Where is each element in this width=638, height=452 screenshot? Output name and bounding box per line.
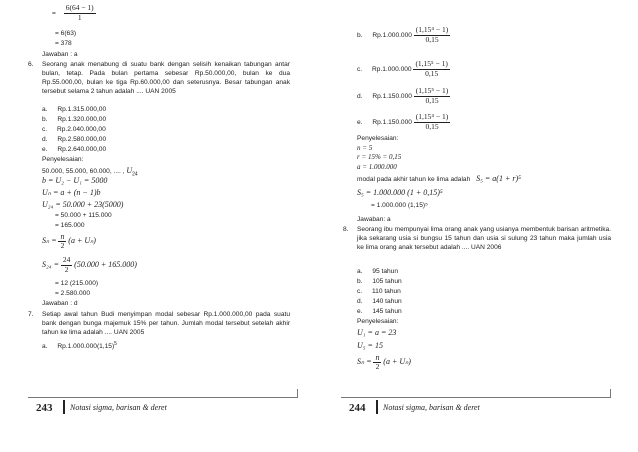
sequence-term: U <box>126 166 133 175</box>
option-key: e. <box>42 146 48 153</box>
answer-line: Jawaban: a <box>357 216 391 223</box>
option <box>357 26 450 44</box>
fraction-denominator: 0,15 <box>425 121 439 131</box>
question-text: Seorang ibu mempunyai lima orang anak yang usianya membentuk barisan aritmetika. jika sekarang usia si bungsu 15 tahun dan usia si sulung 23 tahun maka jumlah usia ke lima orang anak tersebut adalah .... UAN 2006 <box>357 226 611 251</box>
fraction-denominator: 2 <box>375 362 380 372</box>
formula-line: U₂₄ = 50.000 + 23(5000) <box>42 200 124 209</box>
formula-line: S₅ = 1.000.000 (1 + 0,15)⁵ <box>357 188 443 197</box>
option <box>357 278 402 287</box>
option-text: 145 tahun <box>372 308 402 315</box>
option-key: e. <box>357 118 363 126</box>
footer-rule-tick <box>297 389 298 398</box>
given-value: r = 15% = 0,15 <box>357 153 402 161</box>
step-line: = 378 <box>55 40 72 47</box>
option-key: d. <box>357 92 363 100</box>
option-text: Rp.1.315.000,00 <box>57 106 107 113</box>
option-key: a. <box>42 343 48 351</box>
option-key: a. <box>357 268 363 275</box>
page-number: 243 <box>36 402 53 414</box>
footer-rule <box>341 397 611 398</box>
fraction <box>373 353 381 372</box>
solution-label: Penyelesaian: <box>42 156 84 163</box>
option-key: a. <box>42 106 48 113</box>
option-key: e. <box>357 308 363 315</box>
fraction <box>413 60 449 78</box>
option <box>357 60 450 78</box>
option-key: b. <box>357 31 363 39</box>
fraction-numerator: n <box>60 232 65 241</box>
solution-label: Penyelesaian: <box>357 318 399 325</box>
option <box>42 341 117 352</box>
fraction <box>64 4 96 22</box>
step-line: = 1.000.000 (1,15)⁵ <box>371 202 428 209</box>
right-page <box>319 0 638 452</box>
formula-sum <box>42 256 137 274</box>
option-text: Rp.1.150.000 <box>372 118 412 126</box>
option-text: Rp.1.000.000(1,15) <box>57 343 115 351</box>
answer-line: Jawaban : d <box>42 300 78 307</box>
step-line: = 2.580.000 <box>55 290 91 297</box>
option <box>42 106 106 115</box>
formula-sum <box>42 232 96 251</box>
modal-formula: S₅ = a(1 + r)⁵ <box>476 174 521 183</box>
option <box>42 116 106 125</box>
fraction-denominator: 0,15 <box>425 68 439 78</box>
fraction-denominator: 2 <box>64 264 69 274</box>
step-line: = 165.000 <box>55 222 85 229</box>
option <box>42 126 106 135</box>
option-key: b. <box>42 116 48 123</box>
formula-top <box>52 4 96 22</box>
option-text: Rp.1.150.000 <box>372 92 412 100</box>
footer-rule <box>28 397 298 398</box>
fraction-denominator: 2 <box>60 241 65 251</box>
fraction-numerator: n <box>375 353 380 362</box>
step-line: = 6(63) <box>55 30 77 37</box>
fraction-denominator: 0,15 <box>425 95 439 105</box>
option-key: c. <box>42 126 48 133</box>
option-text: 105 tahun <box>372 278 402 285</box>
option-text: Rp.1.000.000 <box>372 31 412 39</box>
fraction-denominator: 0,15 <box>425 34 439 44</box>
formula-rhs: (a + Uₙ) <box>68 236 96 246</box>
fraction-numerator: 6(64 − 1) <box>65 3 94 12</box>
fraction <box>414 26 450 44</box>
solution-label: Penyelesaian: <box>357 135 399 142</box>
formula-line: b = U₂ − U₁ = 5000 <box>42 176 108 185</box>
option-text: 140 tahun <box>372 298 402 305</box>
option-key: c. <box>357 65 363 73</box>
option-key: c. <box>357 288 363 295</box>
option-text: Rp.2.640.000,00 <box>57 146 107 153</box>
fraction <box>61 256 73 274</box>
fraction-numerator: (1,15⁴ − 1) <box>415 112 449 121</box>
option-text: 110 tahun <box>371 288 401 295</box>
formula-lhs: Sₙ = <box>357 357 372 367</box>
question-text: Setiap awal tahun Budi menyimpan modal sebesar Rp.1.000.000,00 pada suatu bank dengan bunga majemuk 15% per tahun. Jumlah modal tersebut setelah akhir tahun ke lima adalah .... UAN 2005 <box>42 311 290 336</box>
modal-text: modal pada akhir tahun ke lima adalah <box>357 176 471 183</box>
option <box>357 268 398 277</box>
question-number: 6. <box>28 61 34 68</box>
sequence-term-index: 24 <box>132 171 138 178</box>
fraction <box>414 87 450 105</box>
option <box>357 288 401 297</box>
question-number: 7. <box>28 311 34 318</box>
option-key: d. <box>42 136 48 143</box>
option-text: Rp.1.000.000 <box>371 65 412 73</box>
modal-line <box>357 174 521 185</box>
option <box>357 113 450 131</box>
exponent: 5 <box>114 341 117 347</box>
footer-rule-tick <box>610 389 611 398</box>
step-line: = 12 (215.000) <box>55 280 99 287</box>
formula-rhs: (a + Uₙ) <box>383 357 411 367</box>
running-title: Notasi sigma, barisan & deret <box>383 403 480 412</box>
sequence-text: 50.000, 55.000, 60.000, .... , <box>42 168 125 175</box>
formula-lhs: Sₙ = <box>42 236 57 246</box>
fraction-denominator: 1 <box>77 12 82 22</box>
page-number: 244 <box>349 402 366 414</box>
step-line: = 50.000 + 115.000 <box>55 212 112 219</box>
footer-bar <box>63 400 65 414</box>
option <box>357 308 402 317</box>
option <box>42 136 106 145</box>
option-text: Rp.2.580.000,00 <box>57 136 107 143</box>
formula-sum <box>357 353 411 372</box>
fraction-numerator: (1,15⁵ − 1) <box>415 59 448 68</box>
given-value: n = 5 <box>357 144 373 152</box>
running-title: Notasi sigma, barisan & deret <box>70 403 167 412</box>
footer-bar <box>376 400 378 414</box>
fraction-numerator: (1,15⁵ − 1) <box>415 86 449 95</box>
question-text: Seorang anak menabung di suatu bank dengan selisih kenaikan tabungan antar bulan, tetap. Pada bulan pertama sebesar Rp.50.000,00, bulan ke dua Rp.55.000,00, bulan ke tiga Rp.60.000,00 dan seterusnya. Besar tabungan anak tersebut selama 2 tahun adalah .... UAN 2005 <box>42 61 290 95</box>
formula-line: Uₙ = a + (n − 1)b <box>42 188 101 197</box>
option-text: Rp.1.320.000,00 <box>57 116 107 123</box>
fraction-numerator: 24 <box>62 255 71 264</box>
answer-line: Jawaban : a <box>42 51 78 58</box>
formula-rhs: (50.000 + 165.000) <box>74 259 137 269</box>
option-text: 95 tahun <box>372 268 399 275</box>
formula-line: U₁ = a = 23 <box>357 328 397 337</box>
given-value: a = 1.000.000 <box>357 163 397 171</box>
option <box>42 146 106 155</box>
formula-lhs: S₂₄ = <box>42 259 59 269</box>
option-key: d. <box>357 298 363 305</box>
formula-line: U₅ = 15 <box>357 341 383 350</box>
fraction <box>58 232 66 251</box>
fraction-numerator: (1,15⁴ − 1) <box>415 25 449 34</box>
option <box>357 87 450 105</box>
option-key: b. <box>357 278 363 285</box>
option <box>357 298 402 307</box>
option-text: Rp.2.040.000,00 <box>56 126 106 133</box>
fraction <box>414 113 450 131</box>
question-number: 8. <box>343 226 349 233</box>
equals-sign: = <box>52 9 56 17</box>
